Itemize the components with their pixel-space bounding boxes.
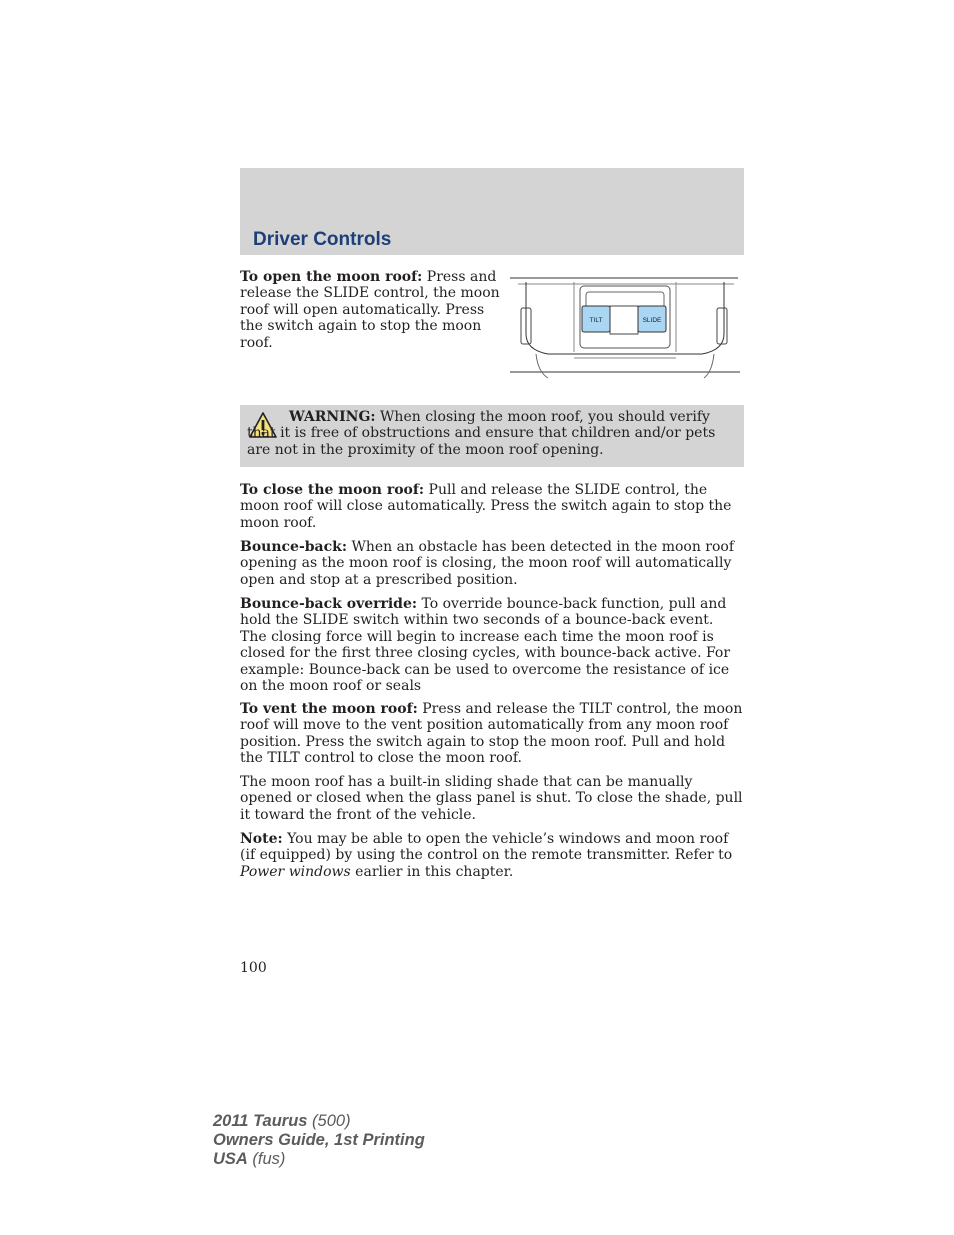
tilt-label: TILT (589, 317, 603, 324)
tilt-button (582, 306, 610, 332)
note-text-before: You may be able to open the vehicle’s windows and moon roof (if equipped) by using the control on the remote transmitter. Refer to (240, 831, 733, 864)
note-paragraph (240, 831, 744, 880)
vent-moon-roof-heading: To vent the moon roof: (240, 701, 418, 717)
note-text-after: earlier in this chapter. (350, 863, 514, 880)
footer-model-code: (500) (307, 1112, 351, 1130)
sliding-shade-paragraph: The moon roof has a built-in sliding shade that can be manually opened or closed when the glass panel is shut. To close the shade, pull it toward the front of the vehicle. (240, 774, 743, 823)
open-moon-roof-heading: To open the moon roof: (240, 269, 423, 285)
page-number: 100 (240, 960, 267, 976)
section-title: Driver Controls (253, 229, 392, 250)
vent-moon-roof-text: Press and release the TILT control, the moon roof will move to the vent position automatically from any moon roof position. Press the switch again to stop the moon roof. Pull and hold the TILT control to close the moon roof. (240, 701, 743, 767)
bounce-back-text: When an obstacle has been detected in the moon roof opening as the moon roof is closing, the moon roof will automatically open and stop at a prescribed position. (240, 539, 735, 588)
close-moon-roof-text: Pull and release the SLIDE control, the moon roof will close automatically. Press the switch again to stop the moon roof. (240, 482, 732, 531)
footer-region: USA (213, 1150, 248, 1168)
slide-label: SLIDE (642, 317, 662, 324)
warning-box (240, 405, 744, 467)
section-header-band (240, 168, 744, 255)
bounce-back-override-paragraph (240, 596, 744, 694)
warning-text (247, 409, 738, 458)
bounce-back-paragraph (240, 539, 744, 588)
document-footer (213, 1112, 425, 1169)
note-heading: Note: (240, 831, 283, 847)
vent-moon-roof-paragraph (240, 701, 744, 767)
open-moon-roof-text: Press and release the SLIDE control, the moon roof will open automatically. Press the switch again to stop the moon roof. (240, 269, 500, 351)
close-moon-roof-heading: To close the moon roof: (240, 482, 425, 498)
footer-region-code: (fus) (247, 1150, 286, 1168)
open-moon-roof-paragraph (240, 269, 502, 351)
bounce-back-override-text: To override bounce-back function, pull and hold the SLIDE switch within two seconds of a bounce-back event. The closing force will begin to increase each time the moon roof is closed for the first three closing cycles, with bounce-back active. For example: Bounce-back can be used to overcome the resistance of ice on the moon roof or seals (240, 596, 731, 695)
power-windows-reference: Power windows (240, 863, 351, 880)
close-moon-roof-paragraph (240, 482, 744, 531)
warning-body: When closing the moon roof, you should verify that it is free of obstructions and ensure that children and/or pets are not in the proximity of the moon roof opening. (247, 409, 716, 458)
bounce-back-override-heading: Bounce-back override: (240, 596, 418, 612)
footer-line-region (213, 1150, 425, 1169)
moon-roof-control-illustration (508, 272, 742, 384)
slide-button (638, 306, 666, 332)
bounce-back-heading: Bounce-back: (240, 539, 348, 555)
footer-line-guide (213, 1131, 425, 1150)
footer-model: 2011 Taurus (213, 1112, 308, 1130)
footer-guide: Owners Guide, 1st Printing (213, 1131, 425, 1149)
warning-heading: WARNING: (289, 409, 376, 425)
footer-line-model (213, 1112, 425, 1131)
